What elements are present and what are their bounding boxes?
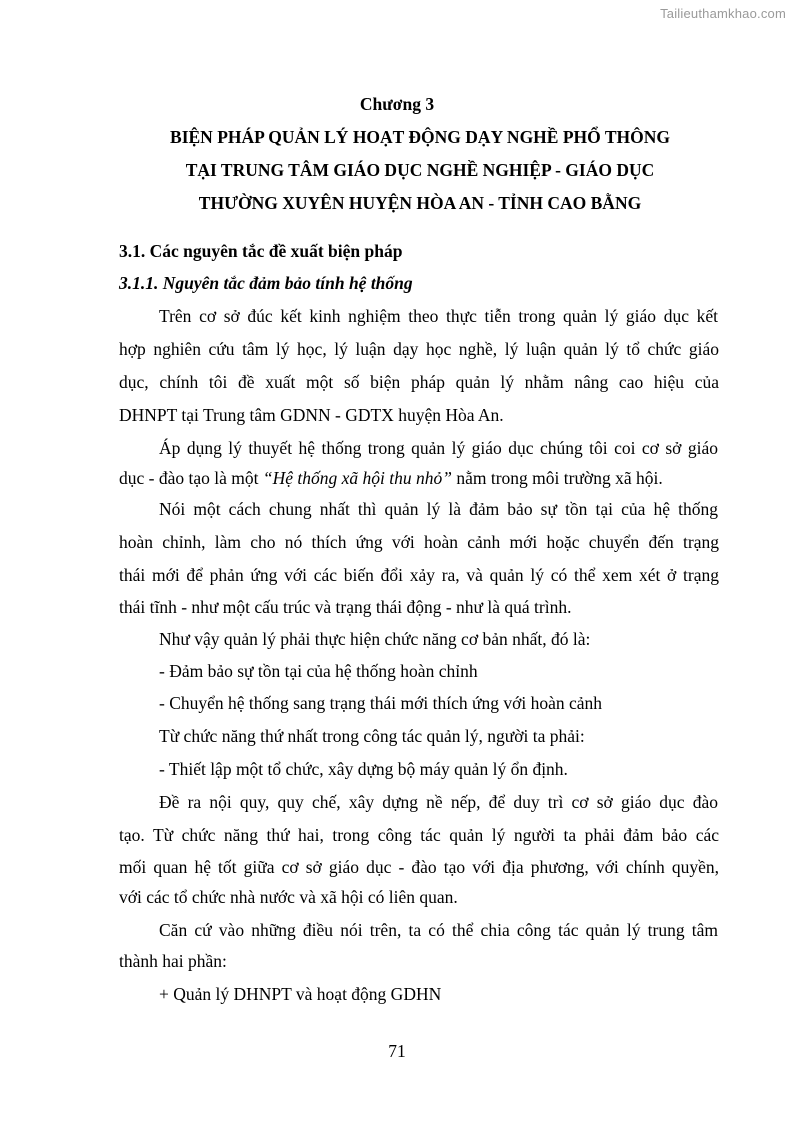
- paragraph-line: dục, chính tôi đề xuất một số biện pháp quản lý nhằm nâng cao hiệu của: [119, 372, 719, 392]
- bullet-item: - Đảm bảo sự tồn tại của hệ thống hoàn chỉnh: [159, 661, 478, 681]
- chapter-title-line-2: TẠI TRUNG TÂM GIÁO DỤC NGHỀ NGHIỆP - GIÁO DỤC: [185, 160, 655, 180]
- italic-quote: “Hệ thống xã hội thu nhỏ”: [262, 468, 452, 488]
- paragraph-line: Từ chức năng thứ nhất trong công tác quản lý, người ta phải:: [159, 726, 585, 746]
- paragraph-line: tạo. Từ chức năng thứ hai, trong công tác quản lý người ta phải đảm bảo các: [119, 825, 719, 845]
- paragraph-text: dục - đào tạo là một: [119, 468, 263, 488]
- paragraph-line: [119, 468, 663, 489]
- paragraph-line: thành hai phần:: [119, 951, 227, 971]
- watermark: Tailieuthamkhao.com: [660, 6, 786, 21]
- paragraph-line: Như vậy quản lý phải thực hiện chức năng cơ bản nhất, đó là:: [159, 629, 591, 649]
- paragraph-line: mối quan hệ tốt giữa cơ sở giáo dục - đào tạo với địa phương, với chính quyền,: [119, 857, 719, 877]
- chapter-label: Chương 3: [359, 94, 435, 114]
- paragraph-line: thái mới để phản ứng với các biến đổi xảy ra, và quản lý có thể xem xét ở trạng: [119, 565, 719, 585]
- section-heading: 3.1. Các nguyên tắc đề xuất biện pháp: [119, 241, 403, 261]
- chapter-title-line-3: THƯỜNG XUYÊN HUYỆN HÒA AN - TỈNH CAO BẰNG: [198, 193, 642, 213]
- paragraph-line: Căn cứ vào những điều nói trên, ta có thể chia công tác quản lý trung tâm: [159, 920, 718, 940]
- paragraph-line: Đề ra nội quy, quy chế, xây dựng nề nếp, để duy trì cơ sở giáo dục đào: [159, 792, 718, 812]
- paragraph-line: thái tĩnh - như một cấu trúc và trạng thái động - như là quá trình.: [119, 597, 572, 617]
- subsection-heading: 3.1.1. Nguyên tắc đảm bảo tính hệ thống: [119, 273, 413, 293]
- paragraph-line: hoàn chỉnh, làm cho nó thích ứng với hoàn cảnh mới hoặc chuyển đến trạng: [119, 532, 719, 552]
- paragraph-line: với các tổ chức nhà nước và xã hội có liên quan.: [119, 887, 458, 907]
- bullet-item: - Thiết lập một tổ chức, xây dựng bộ máy quản lý ổn định.: [159, 759, 568, 779]
- bullet-item: - Chuyển hệ thống sang trạng thái mới thích ứng với hoàn cảnh: [159, 693, 603, 713]
- paragraph-line: Nói một cách chung nhất thì quản lý là đảm bảo sự tồn tại của hệ thống: [159, 499, 718, 519]
- chapter-title-line-1: BIỆN PHÁP QUẢN LÝ HOẠT ĐỘNG DẠY NGHỀ PHỔ THÔNG: [170, 127, 670, 147]
- paragraph-line: Trên cơ sở đúc kết kinh nghiệm theo thực tiễn trong quản lý giáo dục kết: [159, 306, 718, 326]
- paragraph-line: Áp dụng lý thuyết hệ thống trong quản lý giáo dục chúng tôi coi cơ sở giáo: [159, 438, 718, 458]
- paragraph-line: DHNPT tại Trung tâm GDNN - GDTX huyện Hòa An.: [119, 405, 504, 425]
- paragraph-text: nằm trong môi trường xã hội.: [451, 468, 663, 488]
- bullet-item: + Quản lý DHNPT và hoạt động GDHN: [159, 984, 442, 1004]
- paragraph-line: hợp nghiên cứu tâm lý học, lý luận dạy học nghề, lý luận quản lý tổ chức giáo: [119, 339, 719, 359]
- page-number: 71: [388, 1041, 406, 1061]
